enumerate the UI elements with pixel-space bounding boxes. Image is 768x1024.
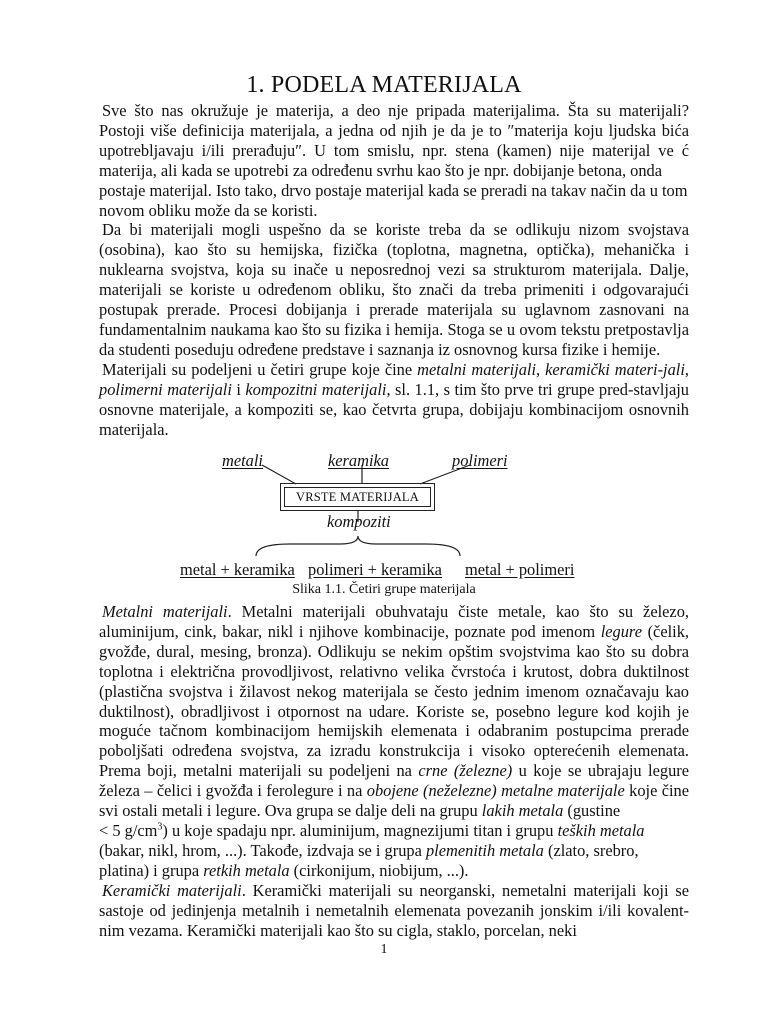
groups-text-a: Materijali su podeljeni u četiri grupe koje čine — [102, 359, 418, 379]
figure-caption: Slika 1.1. Četiri grupe materijala — [292, 582, 476, 597]
line-metali — [262, 465, 296, 484]
groups-italic-a: metalni materijali, keramički materi-jali, polimerni materijali — [99, 359, 689, 399]
label-kompoziti: kompoziti — [327, 512, 391, 531]
ceramics-heading: Keramički materijali — [102, 880, 242, 900]
curly-brace — [256, 536, 460, 556]
metals-text-h: koje čine svi ostali metali i legure. Ova grupa se dalje deli na grupu — [99, 781, 690, 821]
metals-legure: legure — [600, 621, 642, 641]
metals-plemenitih: plemenitih metala — [425, 840, 544, 860]
metals-text-b: . Metalni materijali obuhvataju čiste metale, kao što su železo, aluminijum, cink, bakar, nikl i njihove kombinacije, poznate pod imenom — [99, 602, 690, 641]
metals-crne: crne (železne) — [418, 761, 513, 781]
metals-text-r: (cirkonijum, niobijum, ...). — [289, 860, 469, 880]
metals-obojene: obojene (neželezne) metalne materijale — [366, 781, 625, 801]
label-keramika: keramika — [328, 451, 389, 470]
intro-text-a: Sve što nas okružuje je materija, a deo nje pripada materijalima. Šta su materijali? Postoji više definicija materijala, a jedna od njih je da je to — [99, 101, 689, 140]
groups-text-b: i — [231, 379, 246, 399]
page-title: 1. PODELA MATERIJALA — [246, 72, 522, 98]
paragraph-metals-cont — [99, 821, 689, 881]
metals-text-p: (zlato, srebro, platina) i grupa — [99, 840, 639, 880]
paragraph-groups — [99, 360, 689, 440]
paragraph-properties: Da bi materijali mogli uspešno da se koriste treba da se odlikuju nizom svojstava (osobina), kao što su hemijska, fizička (toplotna, magnetna, optička), mehanička i nuklearna svojstva, koja su inače u neposrednoj vezi sa strukturom materijala. Dalje, materijali se koriste u određenom obliku, što znači da treba primeniti i odgovarajući postupak prerade. Procesi dobijanja i prerade materijala su uglavnom zasnovani na fundamentalnim naukama kao što su fizika i hemija. Stoga se u ovom tekstu pretpostavlja da studenti poseduju određene predstave i saznanja iz osnovnog kursa fizike i hemije. — [99, 220, 689, 359]
label-polimeri-keramika: polimeri + keramika — [308, 560, 442, 579]
label-metali: metali — [222, 451, 263, 470]
label-polimeri: polimeri — [452, 451, 508, 470]
metals-lakih: lakih metala — [481, 801, 564, 821]
metals-density: < 5 g/cm — [99, 820, 158, 840]
label-metal-polimeri: metal + polimeri — [465, 560, 575, 579]
body-text-top — [99, 101, 689, 439]
paragraph-ceramics — [99, 881, 689, 941]
metals-heading: Metalni materijali — [102, 602, 228, 621]
paragraph-metals — [99, 602, 689, 821]
paragraph-intro — [99, 101, 689, 181]
paragraph-intro-cont: postaje materijal. Isto tako, drvo postaje materijal kada se preradi na takav način da u tom novom obliku može da se koristi. — [99, 180, 688, 220]
metals-text-d: (čelik, gvožđe, dural, mesing, bronza). Odlikuju se nekim opštim svojstvima kao što su dobra toplotna i električna provodljivost, relativno velika čvrstoća i krutost, dobra duktilnost (plastična svojstva i žilavost nekog materijala se često jednim imenom označavaju kao duktilnost), obradljivost i otpornost na udare. Koriste se, posebno legure kod kojih je moguće tačnom kombinacijom hemijskih elemenata i odabranim postupcima prerade poboljšati određena svojstva, za izradu konstrukcija i visoko opterećenih elemenata. Prema boji, metalni materijali su podeljeni na — [99, 621, 690, 781]
metals-text-f: u koje se ubrajaju legure železa – čelici i gvožđa i ferolegure i na — [99, 761, 689, 801]
metals-text-l: ) u koje spadaju npr. aluminijum, magnezijumi titan i grupu — [162, 820, 558, 840]
materials-box-label: VRSTE MATERIJALA — [284, 487, 431, 507]
intro-quote: ″materija koju ljudska bića upotrebljavaju i/ili prerađuju″ — [99, 120, 689, 160]
metals-density-sup: 3 — [157, 821, 163, 833]
groups-italic-b: kompozitni materijali — [245, 379, 387, 399]
metals-text-n: (bakar, nikl, hrom, ...). Takođe, izdvaja se i grupa — [99, 840, 426, 860]
page-number: 1 — [380, 942, 388, 957]
materials-box — [280, 483, 435, 511]
ceramics-text: . Keramički materijali su neorganski, nemetalni materijali koji se sastoje od jedinjenja metalnih i nemetalnih elemenata povezanih jonskim i/ili kovalent- nim vezama. Keramički materijali kao što su cigla, staklo, porcelan, neki — [99, 880, 689, 940]
body-text-bottom — [99, 602, 689, 940]
metals-text-j: (gustine — [563, 801, 621, 821]
metals-teskih: teških metala — [557, 820, 645, 840]
metals-retkih: retkih metala — [203, 860, 290, 880]
groups-text-c: , sl. 1.1, s tim što prve tri grupe pred-stavljaju osnovne materijale, a kompoziti se, kao četvrta grupa, dobijaju kombinacijom osnovnih materijala. — [99, 379, 689, 439]
intro-text-b: . U tom smislu, npr. stena (kamen) nije materijal ve ć materija, ali kada se upotrebi za određenu svrhu kao što je npr. dobijanje betona, onda — [99, 140, 690, 180]
label-metal-keramika: metal + keramika — [180, 560, 295, 579]
